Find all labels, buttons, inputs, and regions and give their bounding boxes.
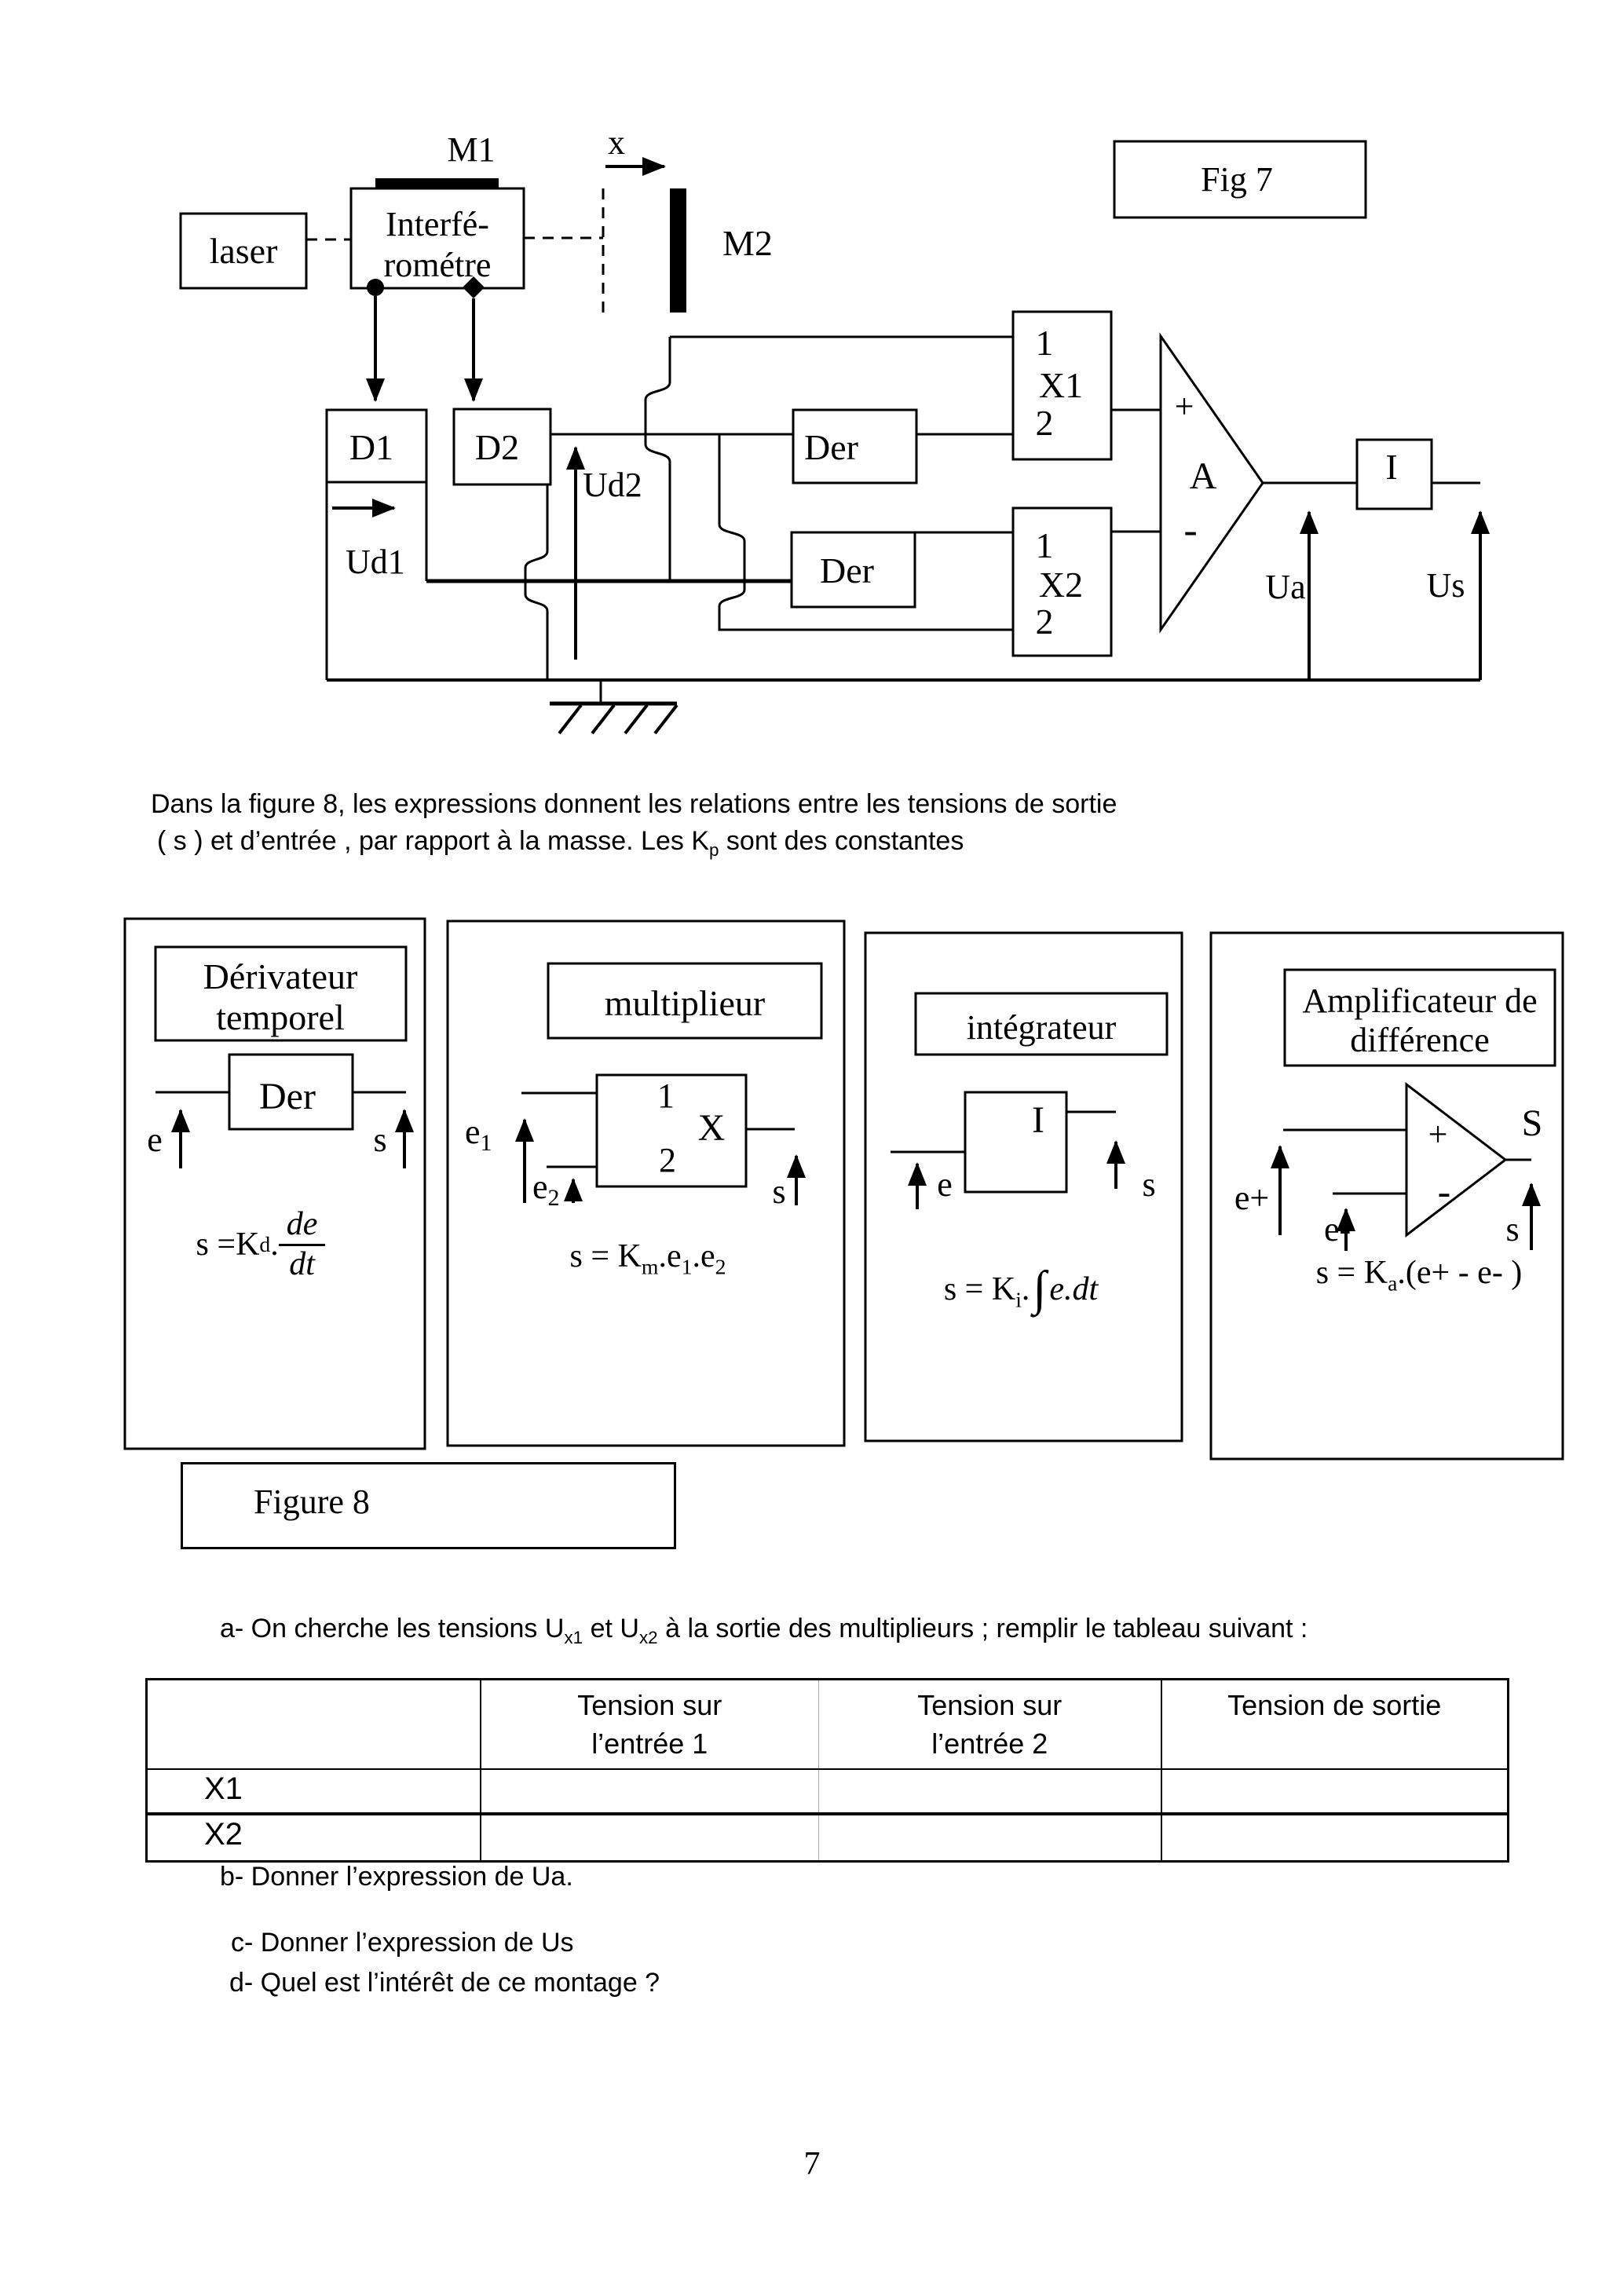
- question-c: c- Donner l’expression de Us: [231, 1928, 574, 1958]
- f3-dot: .: [1021, 1271, 1030, 1307]
- fig7-caption: Fig 7: [1201, 160, 1273, 199]
- table-row-x2: [147, 1814, 1509, 1862]
- p1-e-label: e: [147, 1121, 163, 1159]
- interferometer-label-2: rométre: [383, 246, 492, 284]
- integrator-block: [965, 1092, 1066, 1192]
- f2-mid2: .e: [692, 1238, 715, 1274]
- p2-e1-base: e: [465, 1113, 481, 1151]
- p4-eplus-label: e+: [1234, 1179, 1270, 1217]
- panel4-title-1: Amplificateur de: [1302, 982, 1538, 1020]
- f3-sub: i: [1015, 1287, 1022, 1312]
- p2-e1-sub: 1: [480, 1130, 492, 1156]
- integral-sign: ∫: [1033, 1262, 1047, 1315]
- row-x2-cell-entree1: [481, 1814, 819, 1862]
- f1-numerator: de: [279, 1208, 326, 1246]
- x-axis-label: x: [608, 123, 625, 162]
- intro-line2-sub: p: [709, 839, 719, 860]
- intro-line-1: Dans la figure 8, les expressions donnent les relations entre les tensions de sortie: [151, 789, 1117, 819]
- panel4-title-2: différence: [1350, 1021, 1490, 1059]
- opamp-triangle: [1406, 1084, 1505, 1235]
- row-x2-cell-entree2: [819, 1814, 1161, 1862]
- row-x1-cell-entree2: [819, 1769, 1161, 1814]
- row-x1-label: X1: [147, 1769, 481, 1814]
- f1-pre: s =K: [196, 1226, 260, 1263]
- f4-pre: s = K: [1315, 1255, 1388, 1291]
- intro-line2-pre: ( s ) et d’entrée , par rapport à la masse. Les K: [157, 826, 709, 856]
- p3-s-label: s: [1142, 1165, 1156, 1204]
- wire-ud1-riser-hop: [646, 337, 670, 581]
- table-header-sortie: Tension de sortie: [1161, 1680, 1509, 1770]
- header-col2-line2: l’entrée 1: [591, 1727, 708, 1760]
- p3-e-label: e: [937, 1165, 953, 1204]
- intro-line2-post: sont des constantes: [719, 826, 964, 856]
- question-a-post: à la sortie des multiplieurs ; remplir le tableau suivant :: [657, 1614, 1308, 1643]
- question-b: b- Donner l’expression de Ua.: [220, 1862, 573, 1892]
- m1-label: M1: [447, 130, 496, 169]
- row-x2-cell-sortie: [1161, 1814, 1509, 1862]
- question-a: [220, 1611, 1308, 1647]
- ground-hatches: [559, 705, 677, 733]
- x1-label: X1: [1038, 365, 1084, 405]
- p4-bigS-label: S: [1521, 1102, 1543, 1144]
- derivator-block-label: Der: [259, 1076, 316, 1117]
- f4-sub: a: [1388, 1270, 1398, 1296]
- panel1-title-1: Dérivateur: [203, 956, 358, 996]
- mult-pin1-label: 1: [657, 1077, 675, 1115]
- tension-table: [145, 1678, 1509, 1863]
- laser-label: laser: [209, 231, 278, 271]
- question-a-sub2: x2: [638, 1627, 658, 1647]
- row-x1-cell-entree1: [481, 1769, 819, 1814]
- table-header-empty: [147, 1680, 481, 1770]
- formula-derivator: s =K d . $\frac{de}{dt}$: [182, 1208, 339, 1281]
- f2-sub1: m: [641, 1254, 659, 1279]
- ua-label: Ua: [1265, 568, 1306, 606]
- row-x2-label: X2: [147, 1814, 481, 1862]
- ud2-label: Ud2: [583, 466, 642, 504]
- table-header-entree1: [481, 1680, 819, 1770]
- integrator-block-label: I: [1032, 1099, 1044, 1141]
- p2-e1-label: [465, 1113, 492, 1156]
- interf-port1-dot: [367, 279, 384, 296]
- d1-label: D1: [349, 427, 394, 467]
- figure8-caption-box: [181, 1462, 676, 1549]
- d2-label: D2: [474, 427, 520, 467]
- table-row-x1: [147, 1769, 1509, 1814]
- p4-eminus-label: e-: [1324, 1210, 1352, 1249]
- question-a-mid: et U: [583, 1614, 639, 1643]
- p2-s-label: s: [772, 1172, 786, 1211]
- question-a-sub1: x1: [564, 1627, 583, 1647]
- m2-label: M2: [722, 223, 773, 263]
- header-col2-line1: Tension sur: [577, 1689, 722, 1721]
- f1-dot: .: [270, 1226, 279, 1263]
- integrator-label: I: [1385, 447, 1398, 487]
- intro-line-2: [157, 824, 964, 860]
- f1-denominator: dt: [289, 1245, 315, 1282]
- der2-label: Der: [820, 550, 874, 590]
- f3-integrand: e.dt: [1049, 1271, 1099, 1307]
- mirror-m2-bar: [670, 188, 686, 313]
- formula-amplifier: [1289, 1254, 1549, 1296]
- formula-multiplier: [546, 1238, 750, 1279]
- header-col3-line1: Tension sur: [917, 1689, 1063, 1721]
- p2-e2-base: e: [532, 1168, 548, 1206]
- mirror-m1-bar: [375, 178, 499, 189]
- x2-label: X2: [1038, 565, 1084, 605]
- opamp-plus-label: +: [1428, 1115, 1448, 1153]
- question-d: d- Quel est l’intérêt de ce montage ?: [229, 1968, 660, 1998]
- panel3-title: intégrateur: [966, 1008, 1117, 1047]
- amp-plus-label: +: [1174, 387, 1194, 426]
- mult-pin2-label: 2: [659, 1141, 676, 1179]
- formula-integrator: [915, 1262, 1127, 1315]
- p4-s-label: s: [1505, 1210, 1520, 1249]
- f4-post: .(e+ - e- ): [1397, 1255, 1523, 1291]
- row-x1-cell-sortie: [1161, 1769, 1509, 1814]
- panel2-title: multiplieur: [604, 983, 766, 1023]
- header-col3-line2: l’entrée 2: [931, 1727, 1048, 1760]
- p1-s-label: s: [373, 1121, 387, 1159]
- f2-pre: s = K: [569, 1238, 642, 1274]
- f2-sub3: 2: [715, 1254, 726, 1279]
- f3-pre: s = K: [943, 1271, 1016, 1307]
- ud1-label: Ud1: [346, 543, 405, 581]
- der1-label: Der: [804, 427, 858, 467]
- f2-mid1: .e: [658, 1238, 682, 1274]
- f1-fraction: [279, 1208, 326, 1281]
- amp-minus-label: -: [1183, 508, 1198, 553]
- table-header-entree2: [819, 1680, 1161, 1770]
- x2-input2-label: 2: [1035, 601, 1054, 642]
- page-number: 7: [803, 2146, 821, 2182]
- fig7-diagram: [0, 0, 1624, 754]
- mult-x-label: X: [697, 1107, 726, 1149]
- interferometer-label-1: Interfé-: [386, 205, 489, 243]
- p2-e2-label: [532, 1168, 560, 1211]
- figure8-diagram: [0, 911, 1624, 1470]
- p2-e2-sub: 2: [547, 1185, 560, 1211]
- question-a-pre: a- On cherche les tensions U: [220, 1614, 565, 1643]
- x1-input1-label: 1: [1035, 323, 1054, 363]
- panel1-title-2: temporel: [216, 997, 345, 1037]
- f2-sub2: 1: [681, 1254, 693, 1279]
- amp-label: A: [1189, 455, 1217, 497]
- table-header-row: [147, 1680, 1509, 1770]
- opamp-minus-label: -: [1437, 1169, 1451, 1213]
- x1-input2-label: 2: [1035, 403, 1054, 443]
- x2-input1-label: 1: [1035, 525, 1054, 565]
- figure8-caption: Figure 8: [254, 1483, 370, 1521]
- us-label: Us: [1426, 566, 1465, 605]
